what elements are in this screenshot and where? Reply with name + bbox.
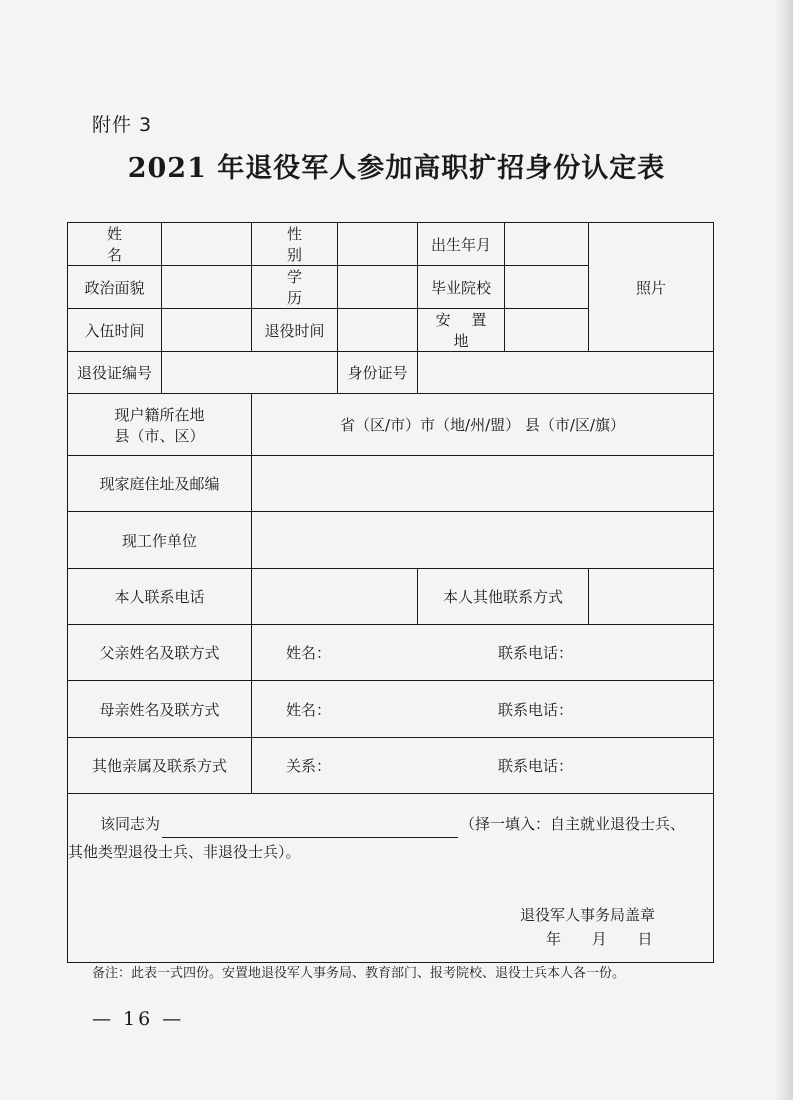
input-cell-name[interactable] [162, 223, 252, 266]
label-cell-birth [418, 223, 505, 266]
label-phone: 本人联系电话 [114, 588, 205, 606]
label-cell-phone [68, 569, 252, 625]
photo-cell[interactable] [589, 223, 714, 352]
form-row-contact [68, 569, 714, 625]
label-name: 姓 名 [106, 225, 152, 264]
input-cell-politics[interactable] [162, 266, 252, 309]
attachment-label: 附件 3 [92, 114, 153, 136]
declaration-cell [68, 794, 714, 963]
identity-form-table [67, 222, 714, 963]
label-cell-name [68, 223, 162, 266]
form-row-workplace [68, 512, 714, 569]
label-other-contact: 本人其他联系方式 [442, 588, 563, 606]
form-row-relative [68, 738, 714, 794]
declaration-end: （择一填入：自主就业退役士兵、 [460, 815, 686, 833]
relative-relation-prefix: 关系： [286, 757, 332, 775]
form-row-hukou [68, 394, 714, 456]
label-workplace: 现工作单位 [121, 531, 197, 550]
label-cell-education [252, 266, 338, 309]
declaration-start: 该同志为 [100, 815, 161, 833]
declaration-text [68, 810, 705, 866]
input-cell-enlist-time[interactable] [162, 309, 252, 352]
input-cell-id-no[interactable] [418, 352, 714, 394]
input-cell-gender[interactable] [338, 223, 418, 266]
mother-fields [252, 699, 713, 720]
label-cell-workplace [68, 512, 252, 569]
label-cell-retire-time [252, 309, 338, 352]
input-cell-hukou[interactable] [252, 394, 714, 456]
form-row-address [68, 456, 714, 512]
label-education: 学 历 [286, 268, 322, 307]
label-enlist-time: 入伍时间 [84, 321, 145, 340]
input-cell-birth[interactable] [505, 223, 589, 266]
label-school: 毕业院校 [430, 278, 491, 297]
mother-name-prefix: 姓名： [286, 700, 332, 719]
label-cell-school [418, 266, 505, 309]
label-cell-hukou [68, 394, 252, 456]
input-cell-phone[interactable] [252, 569, 418, 625]
label-cell-address [68, 456, 252, 512]
label-birth: 出生年月 [430, 235, 491, 254]
hukou-region-text: 省（区/市）市（地/州/盟） 县（市/区/旗） [339, 416, 626, 434]
father-fields [252, 642, 713, 663]
label-relative: 其他亲属及联系方式 [91, 757, 227, 775]
input-cell-address[interactable] [252, 456, 714, 512]
seal-label: 退役军人事务局盖章 [520, 906, 656, 924]
input-cell-placement[interactable] [505, 309, 589, 352]
relative-fields [252, 755, 713, 776]
label-cert-no: 退役证编号 [76, 364, 152, 382]
footnote: 备注：此表一式四份。安置地退役军人事务局、教育部门、报考院校、退役士兵本人各一份。 [92, 966, 626, 981]
label-hukou-line1: 现户籍所在地 [114, 405, 205, 424]
label-cell-mother [68, 681, 252, 738]
date-label: 年 月 日 [546, 930, 653, 948]
input-cell-relative[interactable] [252, 738, 714, 794]
declaration-line2: 其他类型退役士兵、非退役士兵）。 [68, 843, 301, 861]
input-cell-school[interactable] [505, 266, 589, 309]
relative-phone-prefix: 联系电话： [498, 757, 574, 775]
label-cell-father [68, 625, 252, 681]
label-hukou-line2: 县（市、区） [114, 426, 205, 445]
form-row-basic-1 [68, 223, 714, 266]
label-father: 父亲姓名及联方式 [99, 644, 220, 662]
label-cell-id-no [338, 352, 418, 394]
label-cell-cert-no [68, 352, 162, 394]
label-cell-enlist-time [68, 309, 162, 352]
label-gender: 性 别 [286, 225, 322, 264]
label-placement: 安 置 地 [435, 311, 495, 350]
label-cell-politics [68, 266, 162, 309]
father-phone-prefix: 联系电话： [498, 644, 574, 662]
label-cell-gender [252, 223, 338, 266]
input-cell-retire-time[interactable] [338, 309, 418, 352]
form-row-declaration [68, 794, 714, 963]
father-name-prefix: 姓名： [286, 644, 332, 662]
input-cell-education[interactable] [338, 266, 418, 309]
label-cell-relative [68, 738, 252, 794]
label-cell-placement [418, 309, 505, 352]
input-cell-father[interactable] [252, 625, 714, 681]
label-retire-time: 退役时间 [264, 321, 325, 340]
page-number: — 16 — [92, 1008, 185, 1030]
input-cell-mother[interactable] [252, 681, 714, 738]
label-photo: 照片 [636, 278, 667, 297]
form-row-ids [68, 352, 714, 394]
label-cell-other-contact [418, 569, 589, 625]
mother-phone-prefix: 联系电话： [498, 700, 574, 719]
label-mother: 母亲姓名及联方式 [99, 700, 220, 719]
input-cell-cert-no[interactable] [162, 352, 338, 394]
label-id-no: 身份证号 [347, 364, 408, 382]
form-row-father [68, 625, 714, 681]
input-cell-workplace[interactable] [252, 512, 714, 569]
input-cell-other-contact[interactable] [589, 569, 714, 625]
form-row-mother [68, 681, 714, 738]
declaration-blank[interactable] [162, 821, 458, 838]
label-address: 现家庭住址及邮编 [99, 475, 220, 493]
label-politics: 政治面貌 [84, 278, 145, 297]
page-title: 2021 年退役军人参加高职扩招身份认定表 [127, 153, 666, 184]
